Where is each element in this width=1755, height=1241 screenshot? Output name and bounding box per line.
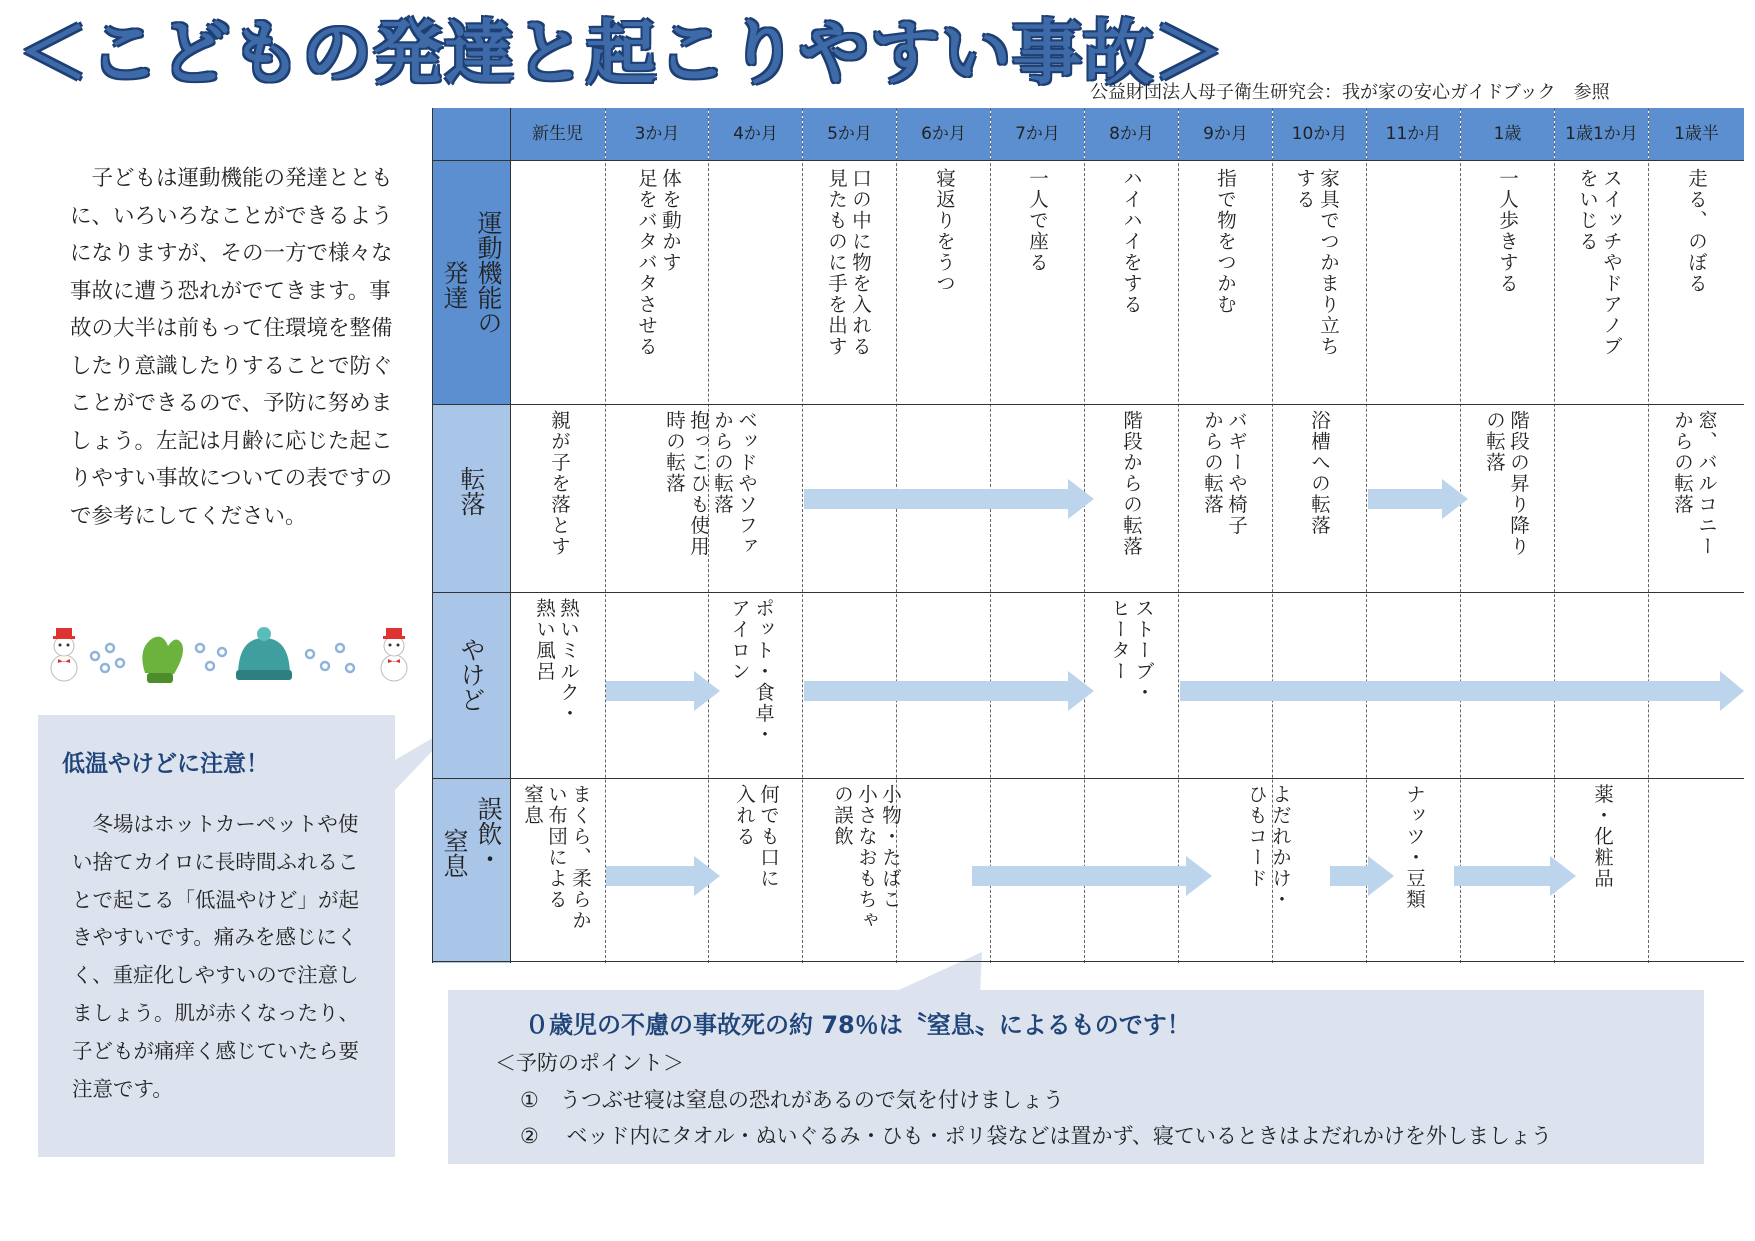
prevention-title: ０歳児の不慮の事故死の約 78％は〝窒息〟によるものです！ <box>525 1011 1191 1039</box>
snowman-icon <box>381 628 407 681</box>
arrow-choke-6m-to-9m <box>972 856 1212 896</box>
row-header-development-line1: 運動機能の <box>474 210 503 335</box>
prevention-point-1: ① うつぶせ寝は窒息の恐れがあるので気を付けましょう <box>520 1088 1064 1112</box>
burn-cell-4m: ポット・食卓・ アイロン <box>728 598 775 745</box>
fall-cell-1y6m: 窓、バルコニー からの転落 <box>1671 410 1718 557</box>
intro-text: 子どもは運動機能の発達とともに、いろいろなことができるようになりますが、その一方で様々な事故に遭う恐れがでてきます。事故の大半は前もって住環境を整備したり意識したりすることで防ぐことができるので、予防に努めましょう。左記は月齢に応じた起こりやすい事故についての表ですので参考にしてください。 <box>70 166 393 529</box>
col-header-7m: 7か月 <box>991 108 1084 160</box>
arrow-choke-10m-to-11m <box>1330 856 1394 896</box>
dev-cell-9m: 指で物をつかむ <box>1214 168 1237 315</box>
row-header-development-line2: 発達 <box>440 260 469 310</box>
dev-cell-5m: 口の中に物を入れる 見たものに手を出す <box>825 168 872 357</box>
dev-cell-1y: 一人歩きする <box>1496 168 1519 294</box>
burn-cell-newborn: 熱いミルク・ 熱い風呂 <box>533 598 580 724</box>
callout-body: 冬場はホットカーペットや使い捨てカイロに長時間ふれることで起こる「低温やけど」が起きやすいです。痛みを感じにくく、重症化しやすいので注意しましょう。肌が赤くなったり、子どもが痛痒く感じていたら要注意です。 <box>72 812 359 1101</box>
duration-arrows <box>432 108 1744 963</box>
choke-cell-4m: 何でも口に 入れる <box>733 784 780 889</box>
dev-cell-3m: 体を動かす 足をバタバタさせる <box>635 168 682 357</box>
choke-cell-newborn: まくら、柔らか い布団による 窒息 <box>521 784 592 931</box>
mitten-icon <box>142 637 183 683</box>
dev-cell-8m: ハイハイをする <box>1120 168 1143 315</box>
arrow-burn-3m-to-4m <box>606 671 720 711</box>
col-header-10m: 10か月 <box>1273 108 1366 160</box>
prevention-point-2: ② ベッド内にタオル・ぬいぐるみ・ひも・ポリ袋などは置かず、寝ているときはよだれかけを外しましょう <box>520 1124 1552 1148</box>
row-header-choke-line1: 誤飲・ <box>474 796 503 871</box>
page-title: ＜こどもの発達と起こりやすい事故＞ <box>18 12 1225 94</box>
dev-cell-1y1m: スイッチやドアノブ をいじる <box>1576 168 1623 357</box>
knit-hat-icon <box>236 627 292 680</box>
snowflake-icon <box>306 644 354 672</box>
col-header-4m: 4か月 <box>709 108 802 160</box>
arrow-burn-9m-to-end <box>1180 671 1744 711</box>
col-header-3m: 3か月 <box>606 108 708 160</box>
dev-cell-6m: 寝返りをうつ <box>933 168 956 294</box>
choke-cell-1y1m: 薬・化粧品 <box>1591 784 1614 889</box>
snowflake-icon <box>196 644 226 670</box>
fall-cell-9m: バギーや椅子 からの転落 <box>1201 410 1248 536</box>
col-header-1y1m: 1歳1か月 <box>1555 108 1648 160</box>
col-header-9m: 9か月 <box>1179 108 1272 160</box>
accident-table <box>432 108 1744 963</box>
col-header-newborn: 新生児 <box>510 108 605 160</box>
fall-cell-1y: 階段の昇り降り の転落 <box>1483 410 1530 557</box>
snowflake-icon <box>91 644 124 672</box>
fall-cell-8m: 階段からの転落 <box>1120 410 1143 557</box>
choke-cell-5m: 小物・たばこ 小さなおもちゃ の誤飲 <box>831 784 902 931</box>
winter-decoration <box>50 618 415 688</box>
col-header-1y6m: 1歳半 <box>1649 108 1744 160</box>
callout-title: 低温やけどに注意！ <box>62 751 269 777</box>
dev-cell-10m: 家具でつかまり立ち する <box>1293 168 1340 357</box>
reference-note: 公益財団法人母子衛生研究会：我が家の安心ガイドブック 参照 <box>1090 82 1610 103</box>
col-header-8m: 8か月 <box>1085 108 1178 160</box>
arrow-choke-11m-to-1y1m <box>1454 856 1576 896</box>
row-header-fall-text: 転落 <box>457 466 486 516</box>
prevention-subtitle: ＜予防のポイント＞ <box>495 1051 684 1075</box>
choke-cell-11m: ナッツ・豆類 <box>1403 784 1426 910</box>
fall-cell-newborn: 親が子を落とす <box>548 410 571 557</box>
snowman-icon <box>51 628 77 681</box>
arrow-fall-10m-to-1y <box>1368 479 1468 519</box>
fall-cell-4m: ベッドやソファ からの転落 抱っこひも使用 時の転落 <box>663 410 758 557</box>
col-header-5m: 5か月 <box>803 108 896 160</box>
dev-cell-7m: 一人で座る <box>1026 168 1049 273</box>
burn-cell-8m: ストーブ・ ヒーター <box>1108 598 1155 703</box>
row-header-choke-line2: 窒息 <box>440 828 469 878</box>
arrow-fall-5m-to-8m <box>804 479 1094 519</box>
fall-cell-10m: 浴槽への転落 <box>1308 410 1331 536</box>
choke-cell-9m: よだれかけ・ ひもコード <box>1245 784 1292 910</box>
col-header-11m: 11か月 <box>1367 108 1460 160</box>
row-header-burn-text: やけど <box>457 637 486 712</box>
col-header-1y: 1歳 <box>1461 108 1554 160</box>
arrow-burn-5m-to-8m <box>804 671 1094 711</box>
arrow-choke-3m-to-4m <box>606 856 720 896</box>
dev-cell-1y6m: 走る、のぼる <box>1685 168 1708 294</box>
col-header-6m: 6か月 <box>897 108 990 160</box>
